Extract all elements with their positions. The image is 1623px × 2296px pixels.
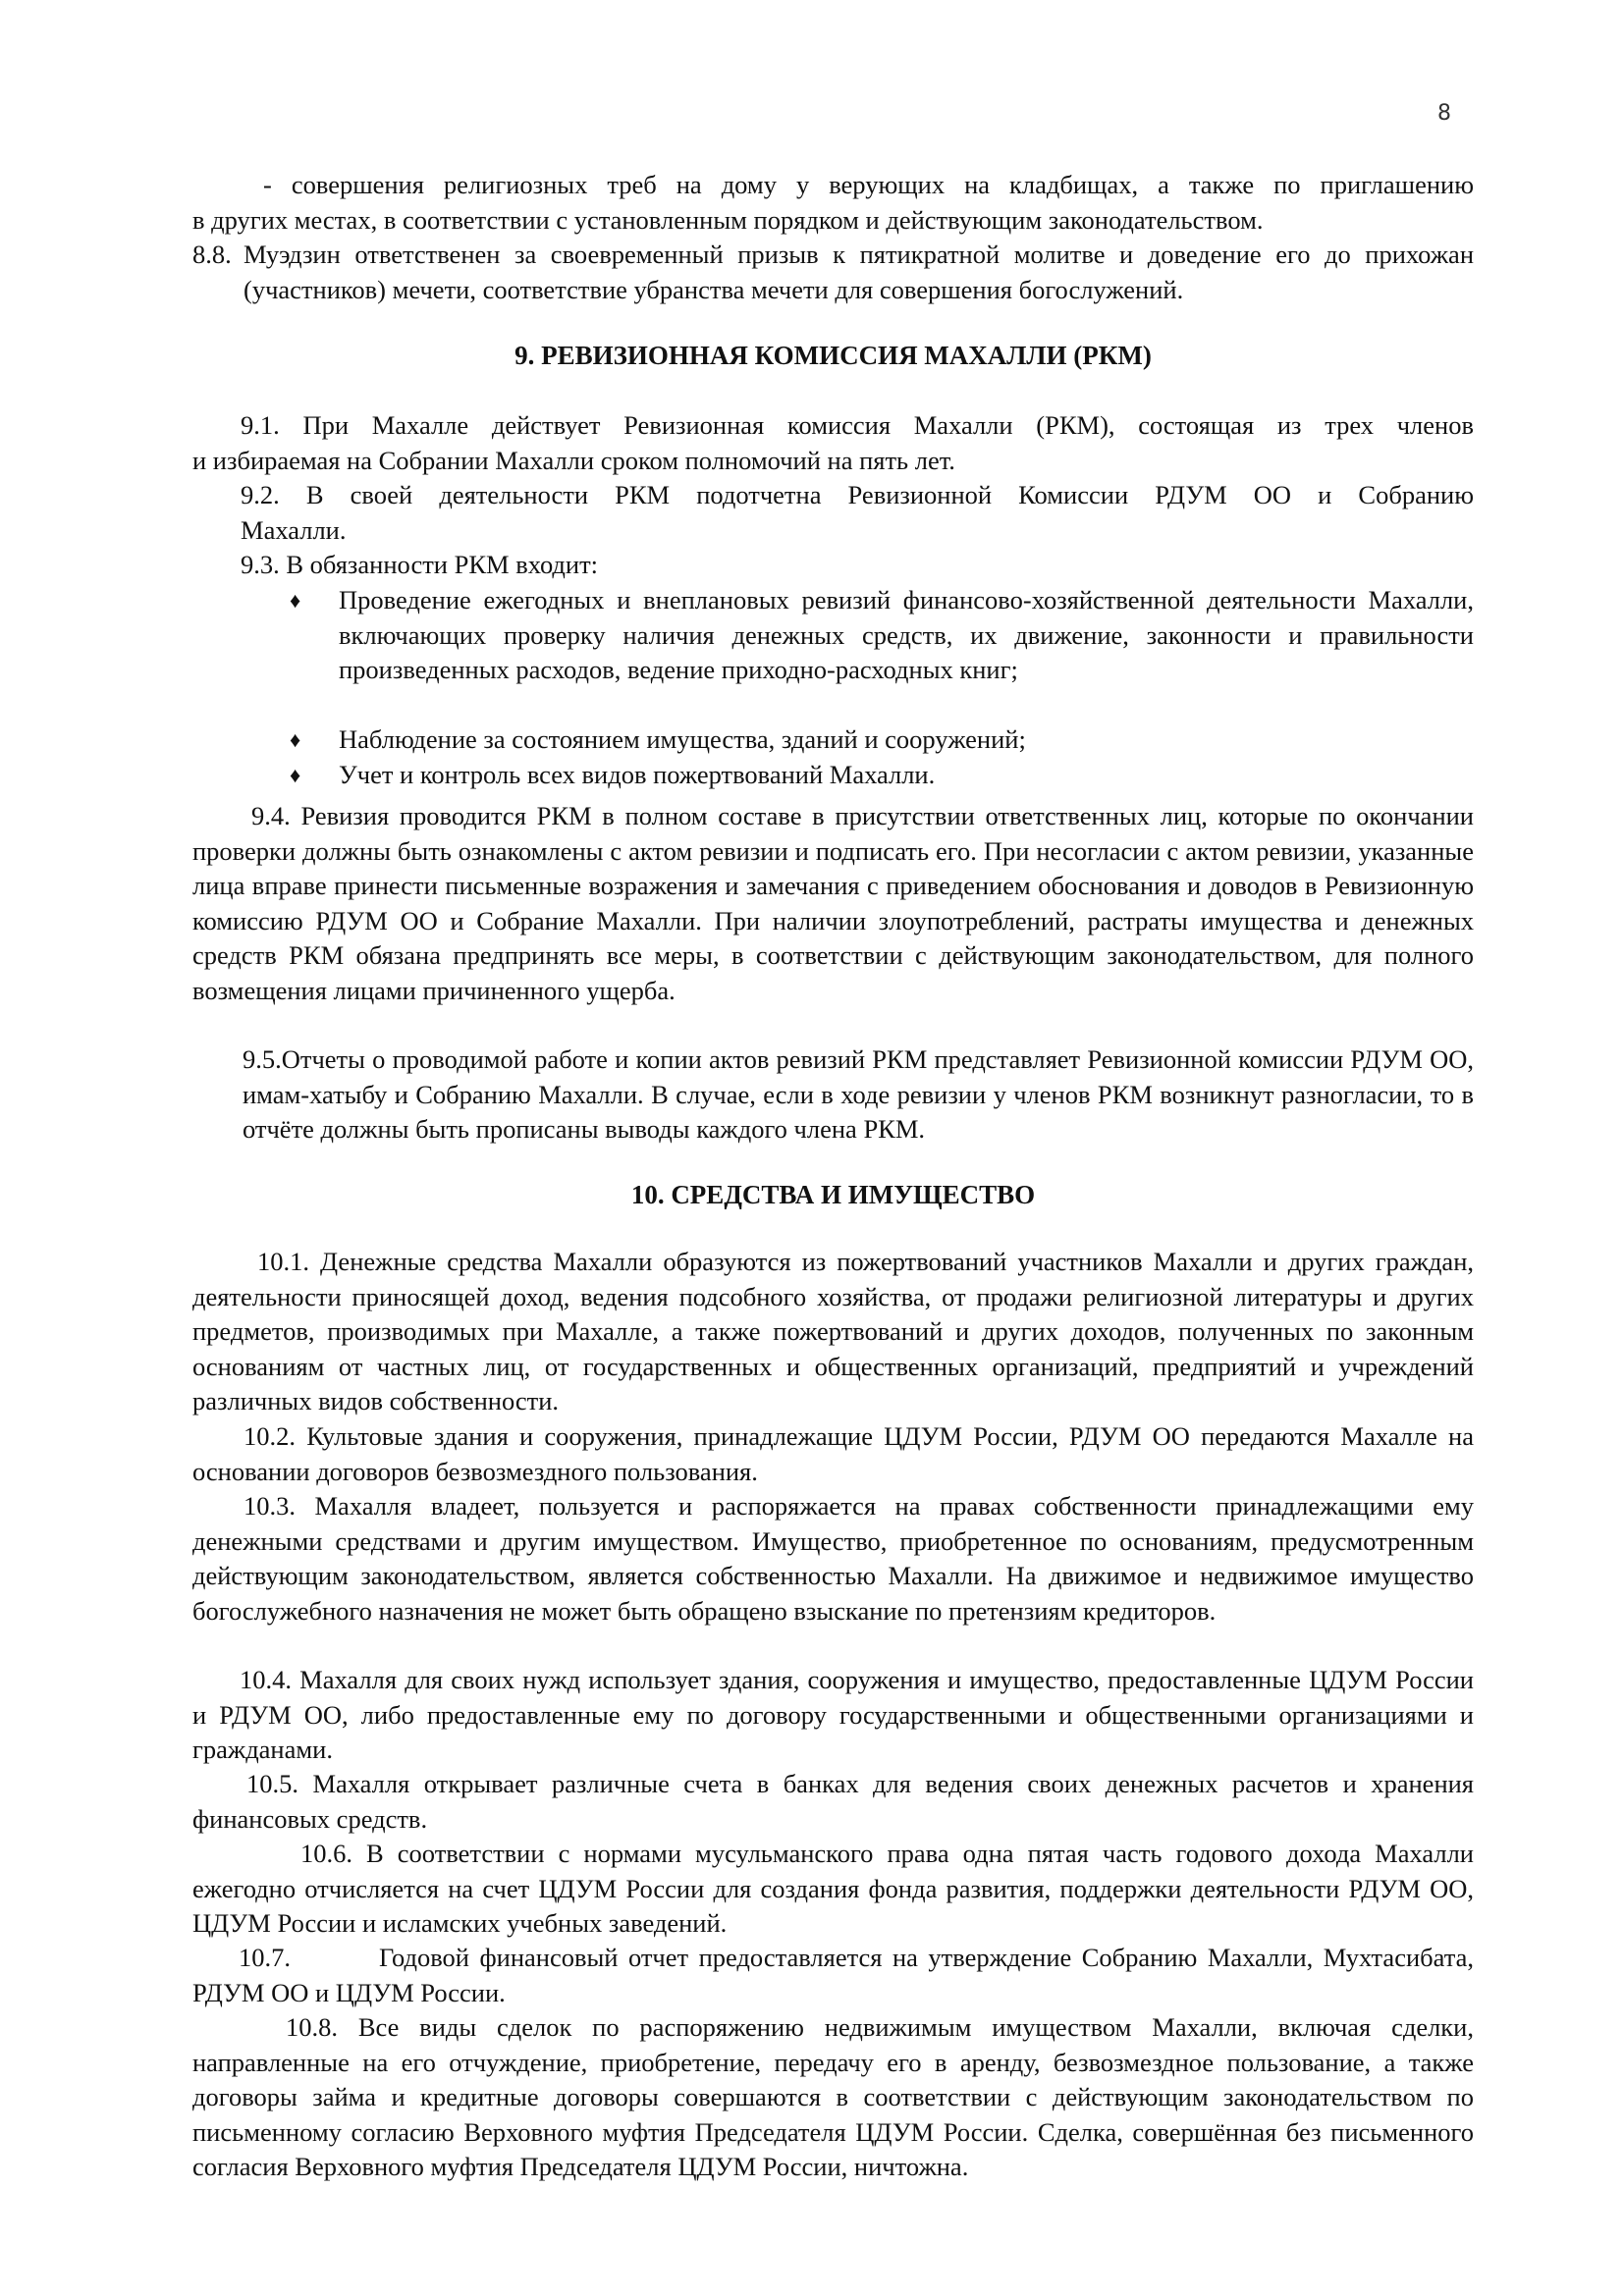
paragraph-line bbox=[192, 548, 1474, 583]
paragraph-text: 10.4. Махалля для своих нужд использует здания, сооружения и имущество, предоставленные ЦДУМ России и РДУМ ОО, либо предоставленные ему по договору государственными и общественными организациями и гражданами. bbox=[192, 1665, 1474, 1764]
paragraph-label: 8.8. bbox=[192, 240, 232, 269]
paragraph-text: В обязанности РКМ входит: bbox=[286, 550, 599, 579]
diamond-bullet-icon: ♦ bbox=[290, 727, 301, 752]
paragraph-10-2 bbox=[192, 1419, 1474, 1489]
paragraph-10-7 bbox=[192, 1941, 1474, 2010]
paragraph-text: 10.5. Махалля открывает различные счета в банках для ведения своих денежных расчетов и хранения финансовых средств. bbox=[192, 1769, 1474, 1834]
paragraph-label: 10.7. bbox=[239, 1943, 291, 1972]
paragraph-10-8 bbox=[192, 2010, 1474, 2185]
paragraph-body: Годовой финансовый отчет предоставляется на утверждение Собранию Махалли, Мухтасибата, РДУМ ОО и ЦДУМ России. bbox=[192, 1943, 1474, 2007]
paragraph-label: 9.3. bbox=[241, 550, 280, 579]
diamond-bullet-icon: ♦ bbox=[290, 588, 301, 613]
paragraph-text: 9.5.Отчеты о проводимой работе и копии актов ревизий РКМ представляет Ревизионной комиссии РДУМ ОО, имам-хатыбу и Собранию Махалли. В случае, если в ходе ревизии у членов РКМ возникнут разногласии, то в отчёте должны быть прописаны выводы каждого члена РКМ. bbox=[243, 1044, 1474, 1144]
paragraph-text: Муэдзин ответственен за своевременный призыв к пятикратной молитве и доведение его до прихожан (участников) мечети, соответствие убранства мечети для совершения богослужений. bbox=[243, 240, 1474, 304]
page-number: 8 bbox=[1437, 101, 1451, 126]
paragraph-10-1 bbox=[192, 1245, 1474, 1419]
bullet-item-3 bbox=[290, 758, 1474, 793]
paragraph-8-7-item bbox=[192, 168, 1474, 238]
paragraph-text-first: При Махалле действует Ревизионная комиссия Махалли (РКМ), состоящая из трех членов bbox=[302, 410, 1474, 440]
paragraph-text: 9.4. Ревизия проводится РКМ в полном составе в присутствии ответственных лиц, которые по окончании проверки должны быть ознакомлены с актом ревизии и подписать его. При несогласии с актом ревизии, указанные лица вправе принести письменные возражения и замечания с приведением обоснования и доводов в Ревизионную комиссию РДУМ ОО и Собрание Махалли. При наличии злоупотреблений, растраты имущества и денежных средств РКМ обязана предпринять все меры, в соответствии с действующим законодательством, для полного возмещения лицами причиненного ущерба. bbox=[192, 801, 1474, 1005]
bullet-item-1 bbox=[290, 583, 1474, 688]
paragraph-text: 10.8. Все виды сделок по распоряжению недвижимым имуществом Махалли, включая сделки, направленные на его отчуждение, приобретение, передачу его в аренду, безвозмездное пользование, а также договоры займа и кредитные договоры совершаются в соответствии с действующим законодательством по письменному согласию Верховного муфтия Председателя ЦДУМ России. Сделка, совершённая без письменного согласия Верховного муфтия Председателя ЦДУМ России, ничтожна. bbox=[192, 2012, 1474, 2181]
bullet-text: Учет и контроль всех видов пожертвований Махалли. bbox=[339, 760, 936, 789]
paragraph-line-rest: в других местах, в соответствии с установленным порядком и действующим законодательством. bbox=[192, 204, 1264, 235]
paragraph-text: 10.1. Денежные средства Махалли образуются из пожертвований участников Махалли и других граждан, деятельности приносящей доход, ведения подсобного хозяйства, от продажи религиозной литературы и других предметов, производимых при Махалле, а также пожертвований и других доходов, полученных по законным основаниям от частных лиц, от государственных и общественных организаций, предприятий и учреждений различных видов собственности. bbox=[192, 1247, 1474, 1415]
paragraph-9-4 bbox=[192, 799, 1474, 1008]
paragraph-label: 9.1. bbox=[241, 410, 280, 440]
bullet-text: Наблюдение за состоянием имущества, зданий и сооружений; bbox=[339, 724, 1026, 754]
diamond-bullet-icon: ♦ bbox=[290, 763, 301, 787]
paragraph-text: 10.6. В соответствии с нормами мусульманского права одна пятая часть годового дохода Махалли ежегодно отчисляется на счет ЦДУМ России для создания фонда развития, поддержки деятельности РДУМ ОО, ЦДУМ России и исламских учебных заведений. bbox=[192, 1839, 1474, 1938]
paragraph-label: 9.2. bbox=[241, 480, 280, 509]
paragraph-10-4 bbox=[192, 1663, 1474, 1768]
paragraph-10-6 bbox=[192, 1837, 1474, 1942]
paragraph-text bbox=[192, 1941, 1474, 2010]
paragraph-text-first: В своей деятельности РКМ подотчетна Ревизионной Комиссии РДУМ ОО и Собранию bbox=[305, 480, 1475, 509]
paragraph-text: 10.3. Махалля владеет, пользуется и распоряжается на правах собственности принадлежащими ему денежными средствами и другим имуществом. Имущество, приобретенное по основаниям, предусмотренным действующим законодательством, является собственностью Махалли. На движимое и недвижимое имущество богослужебного назначения не может быть обращено взыскание по претензиям кредиторов. bbox=[192, 1491, 1474, 1626]
bullet-text: Проведение ежегодных и внеплановых ревизий финансово-хозяйственной деятельности Махалли, включающих проверку наличия денежных средств, их движение, законности и правильности произведенных расходов, ведение приходно-расходных книг; bbox=[339, 585, 1474, 684]
paragraph-line-first bbox=[192, 408, 1474, 444]
paragraph-9-2 bbox=[192, 478, 1474, 548]
paragraph-9-5 bbox=[243, 1042, 1474, 1148]
paragraph-10-5 bbox=[192, 1767, 1474, 1837]
section-heading-10: 10. СРЕДСТВА И ИМУЩЕСТВО bbox=[630, 1180, 1036, 1209]
paragraph-line-first bbox=[192, 478, 1474, 513]
paragraph-9-1 bbox=[192, 408, 1474, 478]
paragraph-line-rest: Махалли. bbox=[241, 514, 347, 545]
paragraph-text: 10.2. Культовые здания и сооружения, принадлежащие ЦДУМ России, РДУМ ОО передаются Махалле на основании договоров безвозмездного пользования. bbox=[192, 1421, 1474, 1486]
section-heading-9: 9. РЕВИЗИОННАЯ КОМИССИЯ МАХАЛЛИ (РКМ) bbox=[514, 341, 1152, 370]
paragraph-line-first: - совершения религиозных треб на дому у верующих на кладбищах, а также по приглашению bbox=[263, 170, 1474, 199]
paragraph-10-3 bbox=[192, 1489, 1474, 1629]
paragraph-line-rest: и избираемая на Собрании Махалли сроком полномочий на пять лет. bbox=[192, 445, 955, 475]
paragraph-8-8 bbox=[192, 238, 1474, 307]
paragraph-9-3 bbox=[192, 548, 1474, 583]
bullet-item-2 bbox=[290, 722, 1474, 758]
